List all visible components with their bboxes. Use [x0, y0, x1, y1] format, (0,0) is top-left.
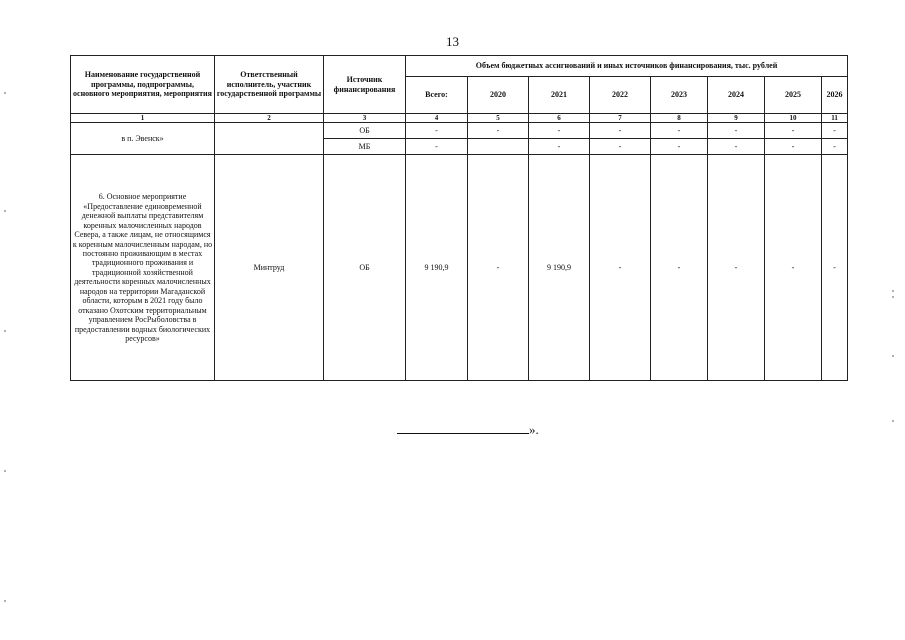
row-value: - [708, 123, 765, 139]
budget-table [70, 55, 848, 381]
column-number: 9 [708, 114, 765, 123]
row-value: - [822, 155, 848, 381]
row-value: 9 190,9 [529, 155, 590, 381]
scan-edge-marks-right [892, 0, 898, 640]
header-year-2022: 2022 [590, 77, 651, 114]
column-number: 5 [468, 114, 529, 123]
header-budget-group: Объем бюджетных ассигнований и иных источников финансирования, тыс. рублей [406, 56, 848, 77]
header-year-2024: 2024 [708, 77, 765, 114]
scan-edge-marks-left [4, 0, 10, 640]
column-number: 3 [324, 114, 406, 123]
column-number: 8 [651, 114, 708, 123]
row-value: - [765, 155, 822, 381]
row-name: в п. Эвенск» [71, 123, 215, 155]
header-year-2026: 2026 [822, 77, 848, 114]
row-value: - [529, 139, 590, 155]
column-number: 6 [529, 114, 590, 123]
header-year-2021: 2021 [529, 77, 590, 114]
row-value-total: - [406, 123, 468, 139]
header-name: Наименование государственной программы, подпрограммы, основного мероприятия, мероприятия [71, 56, 215, 114]
row-value: - [765, 123, 822, 139]
row-value: - [765, 139, 822, 155]
column-number: 11 [822, 114, 848, 123]
closing-mark: ». [529, 422, 539, 437]
column-number: 7 [590, 114, 651, 123]
header-executor: Ответственный исполнитель, участник государственной программы [215, 56, 324, 114]
header-source: Источник финансирования [324, 56, 406, 114]
row-value: - [651, 155, 708, 381]
row-value: - [590, 139, 651, 155]
row-source: ОБ [324, 155, 406, 381]
row-value: - [651, 139, 708, 155]
row-value-total: - [406, 139, 468, 155]
row-value: - [651, 123, 708, 139]
closing-line [397, 422, 539, 438]
table-row [71, 155, 848, 381]
page-number: 13 [446, 34, 459, 49]
row-value: - [708, 139, 765, 155]
row-value: - [529, 123, 590, 139]
column-number: 1 [71, 114, 215, 123]
header-year-2020: 2020 [468, 77, 529, 114]
row-value-total: 9 190,9 [406, 155, 468, 381]
row-value: - [590, 155, 651, 381]
row-value: - [468, 155, 529, 381]
column-number: 2 [215, 114, 324, 123]
header-total: Всего: [406, 77, 468, 114]
column-number: 4 [406, 114, 468, 123]
row-value [468, 139, 529, 155]
row-value: - [708, 155, 765, 381]
signature-rule [397, 424, 529, 434]
header-year-2025: 2025 [765, 77, 822, 114]
table-row [71, 123, 848, 139]
row-value: - [468, 123, 529, 139]
row-source: ОБ [324, 123, 406, 139]
row-name: 6. Основное мероприятие «Предоставление единовременной денежной выплаты представителям коренных малочисленных народов Севера, а также лицам, не относящимся к коренным малочисленным народам, но постоянно проживающим в местах традиционного проживания и традиционной хозяйственной деятельности коренных малочисленных народов на территории Магаданской области, которым в 2021 году было отказано Охотским территориальным управлением РосРыболовства в предоставлении водных биологических ресурсов» [71, 155, 215, 381]
row-executor: Минтруд [215, 155, 324, 381]
row-value: - [822, 139, 848, 155]
row-executor [215, 123, 324, 155]
row-source: МБ [324, 139, 406, 155]
column-number: 10 [765, 114, 822, 123]
row-value: - [822, 123, 848, 139]
header-year-2023: 2023 [651, 77, 708, 114]
column-number-row [71, 114, 848, 123]
row-value: - [590, 123, 651, 139]
